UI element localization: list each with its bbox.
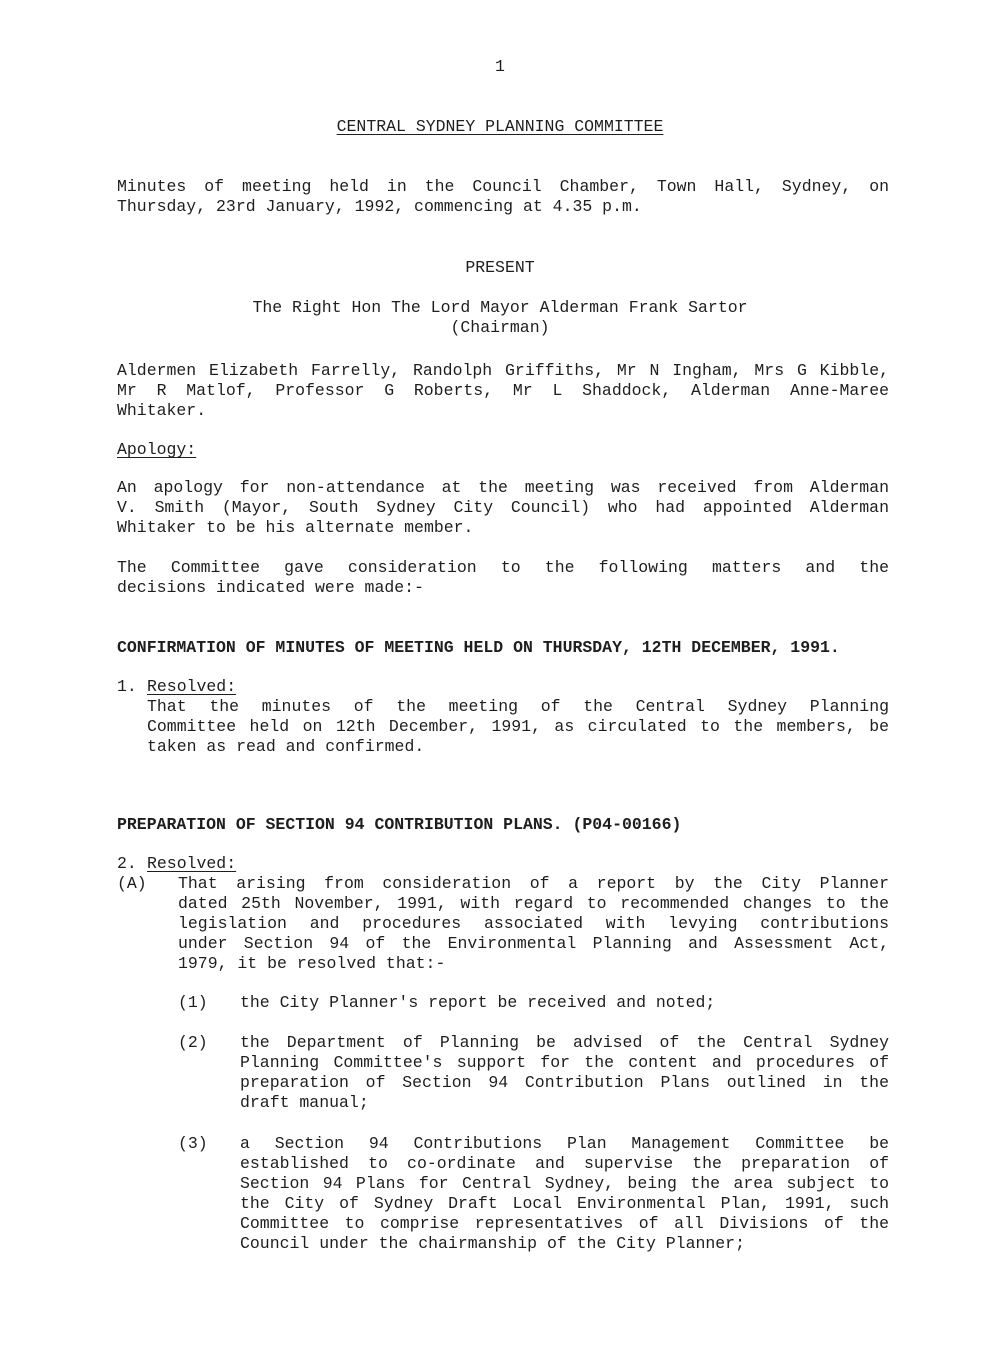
text-line: legislation and procedures associated with levying contributions (178, 914, 889, 933)
text-line: V. Smith (Mayor, South Sydney City Council) who had appointed Alderman (117, 498, 889, 517)
text-line: Planning Committee's support for the content and procedures of (240, 1053, 889, 1072)
text-line: Aldermen Elizabeth Farrelly, Randolph Griffiths, Mr N Ingham, Mrs G Kibble, (117, 361, 889, 380)
intro-paragraph (117, 177, 889, 217)
page-number: 1 (495, 57, 505, 76)
chairman-name: The Right Hon The Lord Mayor Alderman Frank Sartor (252, 298, 748, 317)
text-line: Section 94 Plans for Central Sydney, being the area subject to (240, 1174, 889, 1193)
text-line: draft manual; (240, 1093, 369, 1112)
text-line: Mr R Matlof, Professor G Roberts, Mr L Shaddock, Alderman Anne-Maree (117, 381, 889, 400)
text-line: That arising from consideration of a report by the City Planner (178, 874, 889, 893)
subitem-2-label: (2) (178, 1033, 208, 1052)
section2-heading: PREPARATION OF SECTION 94 CONTRIBUTION PLANS. (P04-00166) (117, 815, 682, 834)
text-line: Thursday, 23rd January, 1992, commencing at 4.35 p.m. (117, 197, 642, 216)
text-line: decisions indicated were made:- (117, 578, 424, 597)
text-line: An apology for non-attendance at the meeting was received from Alderman (117, 478, 889, 497)
text-line: Committee held on 12th December, 1991, as circulated to the members, be (147, 717, 889, 736)
section1-resolved: Resolved: (147, 677, 237, 696)
text-line: Minutes of meeting held in the Council Chamber, Town Hall, Sydney, on (117, 177, 889, 196)
consideration-paragraph (117, 558, 889, 598)
subitem-1-label: (1) (178, 993, 208, 1012)
text-line: Committee to comprise representatives of all Divisions of the (240, 1214, 889, 1233)
text-line: dated 25th November, 1991, with regard to recommended changes to the (178, 894, 889, 913)
text-line: preparation of Section 94 Contribution Plans outlined in the (240, 1073, 889, 1092)
section2-number: 2. (117, 854, 137, 873)
text-line: Whitaker. (117, 401, 207, 420)
text-line: the City Planner's report be received and noted; (240, 993, 716, 1012)
section1-text (147, 697, 889, 757)
item-a-label: (A) (117, 874, 147, 893)
text-line: 1979, it be resolved that:- (178, 954, 446, 973)
text-line: established to co-ordinate and supervise the preparation of (240, 1154, 889, 1173)
text-line: Whitaker to be his alternate member. (117, 518, 474, 537)
text-line: the Department of Planning be advised of the Central Sydney (240, 1033, 889, 1052)
item-a-text (178, 874, 889, 974)
text-line: Council under the chairmanship of the City Planner; (240, 1234, 745, 1253)
text-line: a Section 94 Contributions Plan Management Committee be (240, 1134, 889, 1153)
text-line: taken as read and confirmed. (147, 737, 425, 756)
text-line: the City of Sydney Draft Local Environmental Plan, 1991, such (240, 1194, 889, 1213)
text-line: under Section 94 of the Environmental Planning and Assessment Act, (178, 934, 889, 953)
subitem-3-text (240, 1134, 889, 1254)
subitem-3-label: (3) (178, 1134, 208, 1153)
subitem-1-text (240, 993, 889, 1013)
text-line: That the minutes of the meeting of the Central Sydney Planning (147, 697, 889, 716)
apology-paragraph (117, 478, 889, 538)
apology-heading: Apology: (117, 440, 197, 459)
chairman-role: (Chairman) (450, 318, 550, 337)
document-title: CENTRAL SYDNEY PLANNING COMMITTEE (336, 117, 664, 136)
section2-resolved: Resolved: (147, 854, 237, 873)
subitem-2-text (240, 1033, 889, 1113)
section1-number: 1. (117, 677, 137, 696)
text-line: The Committee gave consideration to the following matters and the (117, 558, 889, 577)
present-heading: PRESENT (465, 258, 535, 277)
members-paragraph (117, 361, 889, 421)
section1-heading: CONFIRMATION OF MINUTES OF MEETING HELD ON THURSDAY, 12TH DECEMBER, 1991. (117, 638, 840, 657)
